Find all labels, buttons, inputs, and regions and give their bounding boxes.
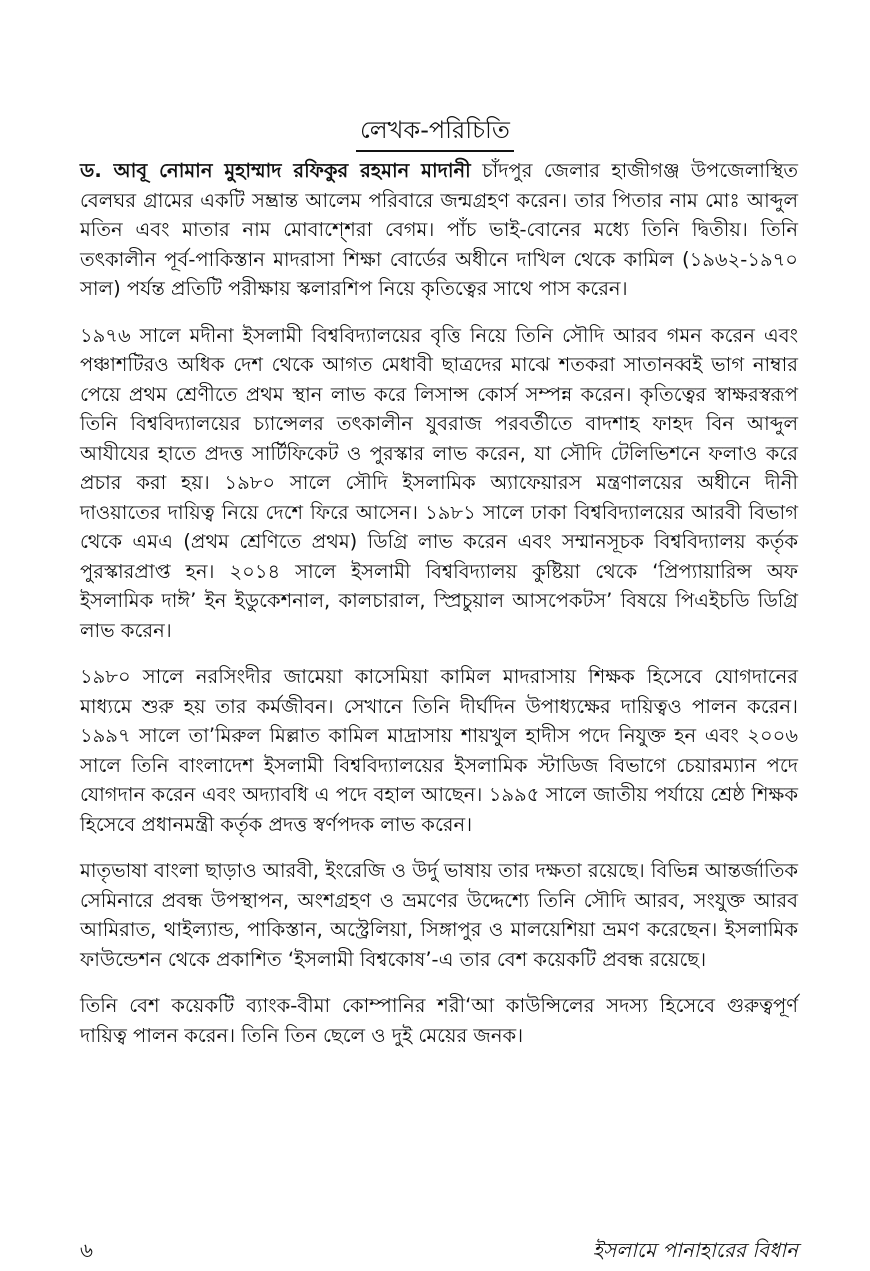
bio-paragraph-1 — [80, 156, 798, 304]
bio-paragraph-2: ১৯৭৬ সালে মদীনা ইসলামী বিশ্ববিদ্যালয়ের বৃত্তি নিয়ে তিনি সৌদি আরব গমন করেন এবং পঞ্চাশটিরও অধিক দেশ থেকে আগত মেধাবী ছাত্রদের মাঝে শতকরা সাতানব্বই ভাগ নাম্বার পেয়ে প্রথম শ্রেণীতে প্রথম স্থান লাভ করে লিসান্স কোর্স সম্পন্ন করেন। কৃতিত্বের স্বাক্ষরস্বরূপ তিনি বিশ্ববিদ্যালয়ের চ্যান্সেলর তৎকালীন যুবরাজ পরবর্তীতে বাদশাহ ফাহদ বিন আব্দুল আযীযের হাতে প্রদত্ত সার্টিফিকেট ও পুরস্কার লাভ করেন, যা সৌদি টেলিভিশনে ফলাও করে প্রচার করা হয়। ১৯৮০ সালে সৌদি ইসলামিক অ্যাফেয়ারস মন্ত্রণালয়ের অধীনে দীনী দাওয়াতের দায়িত্ব নিয়ে দেশে ফিরে আসেন। ১৯৮১ সালে ঢাকা বিশ্ববিদ্যালয়ের আরবী বিভাগ থেকে এমএ (প্রথম শ্রেণিতে প্রথম) ডিগ্রি লাভ করেন এবং সম্মানসূচক বিশ্ববিদ্যালয় কর্তৃক পুরস্কারপ্রাপ্ত হন। ২০১৪ সালে ইসলামী বিশ্ববিদ্যালয় কুষ্টিয়া থেকে ‘প্রিপ্যায়ারিন্স অফ ইসলামিক দাঈ’ ইন ইডুকেশনাল, কালচারাল, স্প্রিচুয়াল আসপেকটস’ বিষয়ে পিএইচডি ডিগ্রি লাভ করেন। — [80, 323, 798, 642]
bio-paragraph-4: মাতৃভাষা বাংলা ছাড়াও আরবী, ইংরেজি ও উর্দু ভাষায় তার দক্ষতা রয়েছে। বিভিন্ন আন্তর্জাতিক সেমিনারে প্রবন্ধ উপস্থাপন, অংশগ্রহণ ও ভ্রমণের উদ্দেশ্যে তিনি সৌদি আরব, সংযুক্ত আরব আমিরাত, থাইল্যান্ড, পাকিস্তান, অস্ট্রেলিয়া, সিঙ্গাপুর ও মালয়েশিয়া ভ্রমণ করেছেন। ইসলামিক ফাউন্ডেশন থেকে প্রকাশিত ‘ইসলামী বিশ্বকোষ’-এ তার বেশ কয়েকটি প্রবন্ধ রয়েছে। — [80, 859, 798, 971]
running-footer-title: ইসলামে পানাহারের বিধান — [592, 1238, 798, 1262]
author-bio — [80, 156, 798, 1067]
bio-paragraph-3: ১৯৮০ সালে নরসিংদীর জামেয়া কাসেমিয়া কামিল মাদরাসায় শিক্ষক হিসেবে যোগদানের মাধ্যমে শুরু হয় তার কর্মজীবন। সেখানে তিনি দীর্ঘদিন উপাধ্যক্ষের দায়িত্বও পালন করেন। ১৯৯৭ সালে তা’মিরুল মিল্লাত কামিল মাদ্রাসায় শায়খুল হাদীস পদে নিযুক্ত হন এবং ২০০৬ সালে তিনি বাংলাদেশ ইসলামী বিশ্ববিদ্যালয়ের ইসলামিক স্টাডিজ বিভাগে চেয়ারম্যান পদে যোগদান করেন এবং অদ্যাবধি এ পদে বহাল আছেন। ১৯৯৫ সালে জাতীয় পর্যায়ে শ্রেষ্ঠ শিক্ষক হিসেবে প্রধানমন্ত্রী কর্তৃক প্রদত্ত স্বর্ণপদক লাভ করেন। — [80, 665, 798, 836]
heading-text: লেখক-পরিচিতি — [356, 112, 514, 152]
bio-paragraph-5: তিনি বেশ কয়েকটি ব্যাংক-বীমা কোম্পানির শরী‘আ কাউন্সিলের সদস্য হিসেবে গুরুত্বপূর্ণ দায়িত্ব পালন করেন। তিনি তিন ছেলে ও দুই মেয়ের জনক। — [80, 994, 798, 1047]
page-number: ৬ — [80, 1238, 94, 1262]
bio-paragraph-1-text: চাঁদপুর জেলার হাজীগঞ্জ উপজেলাস্থিত বেলঘর গ্রামের একটি সম্ভ্রান্ত আলেম পরিবারে জন্মগ্রহণ করেন। তার পিতার নাম মোঃ আব্দুল মতিন এবং মাতার নাম মোবাশ্শেরা বেগম। পাঁচ ভাই-বোনের মধ্যে তিনি দ্বিতীয়। তিনি তৎকালীন পূর্ব-পাকিস্তান মাদরাসা শিক্ষা বোর্ডের অধীনে দাখিল থেকে কামিল (১৯৬২-১৯৭০ সাল) পর্যন্ত প্রতিটি পরীক্ষায় স্কলারশিপ নিয়ে কৃতিত্বের সাথে পাস করেন। — [80, 159, 798, 300]
author-name: ড. আবূ নোমান মুহাম্মাদ রফিকুর রহমান মাদানী — [80, 159, 471, 182]
page-heading — [0, 112, 870, 152]
